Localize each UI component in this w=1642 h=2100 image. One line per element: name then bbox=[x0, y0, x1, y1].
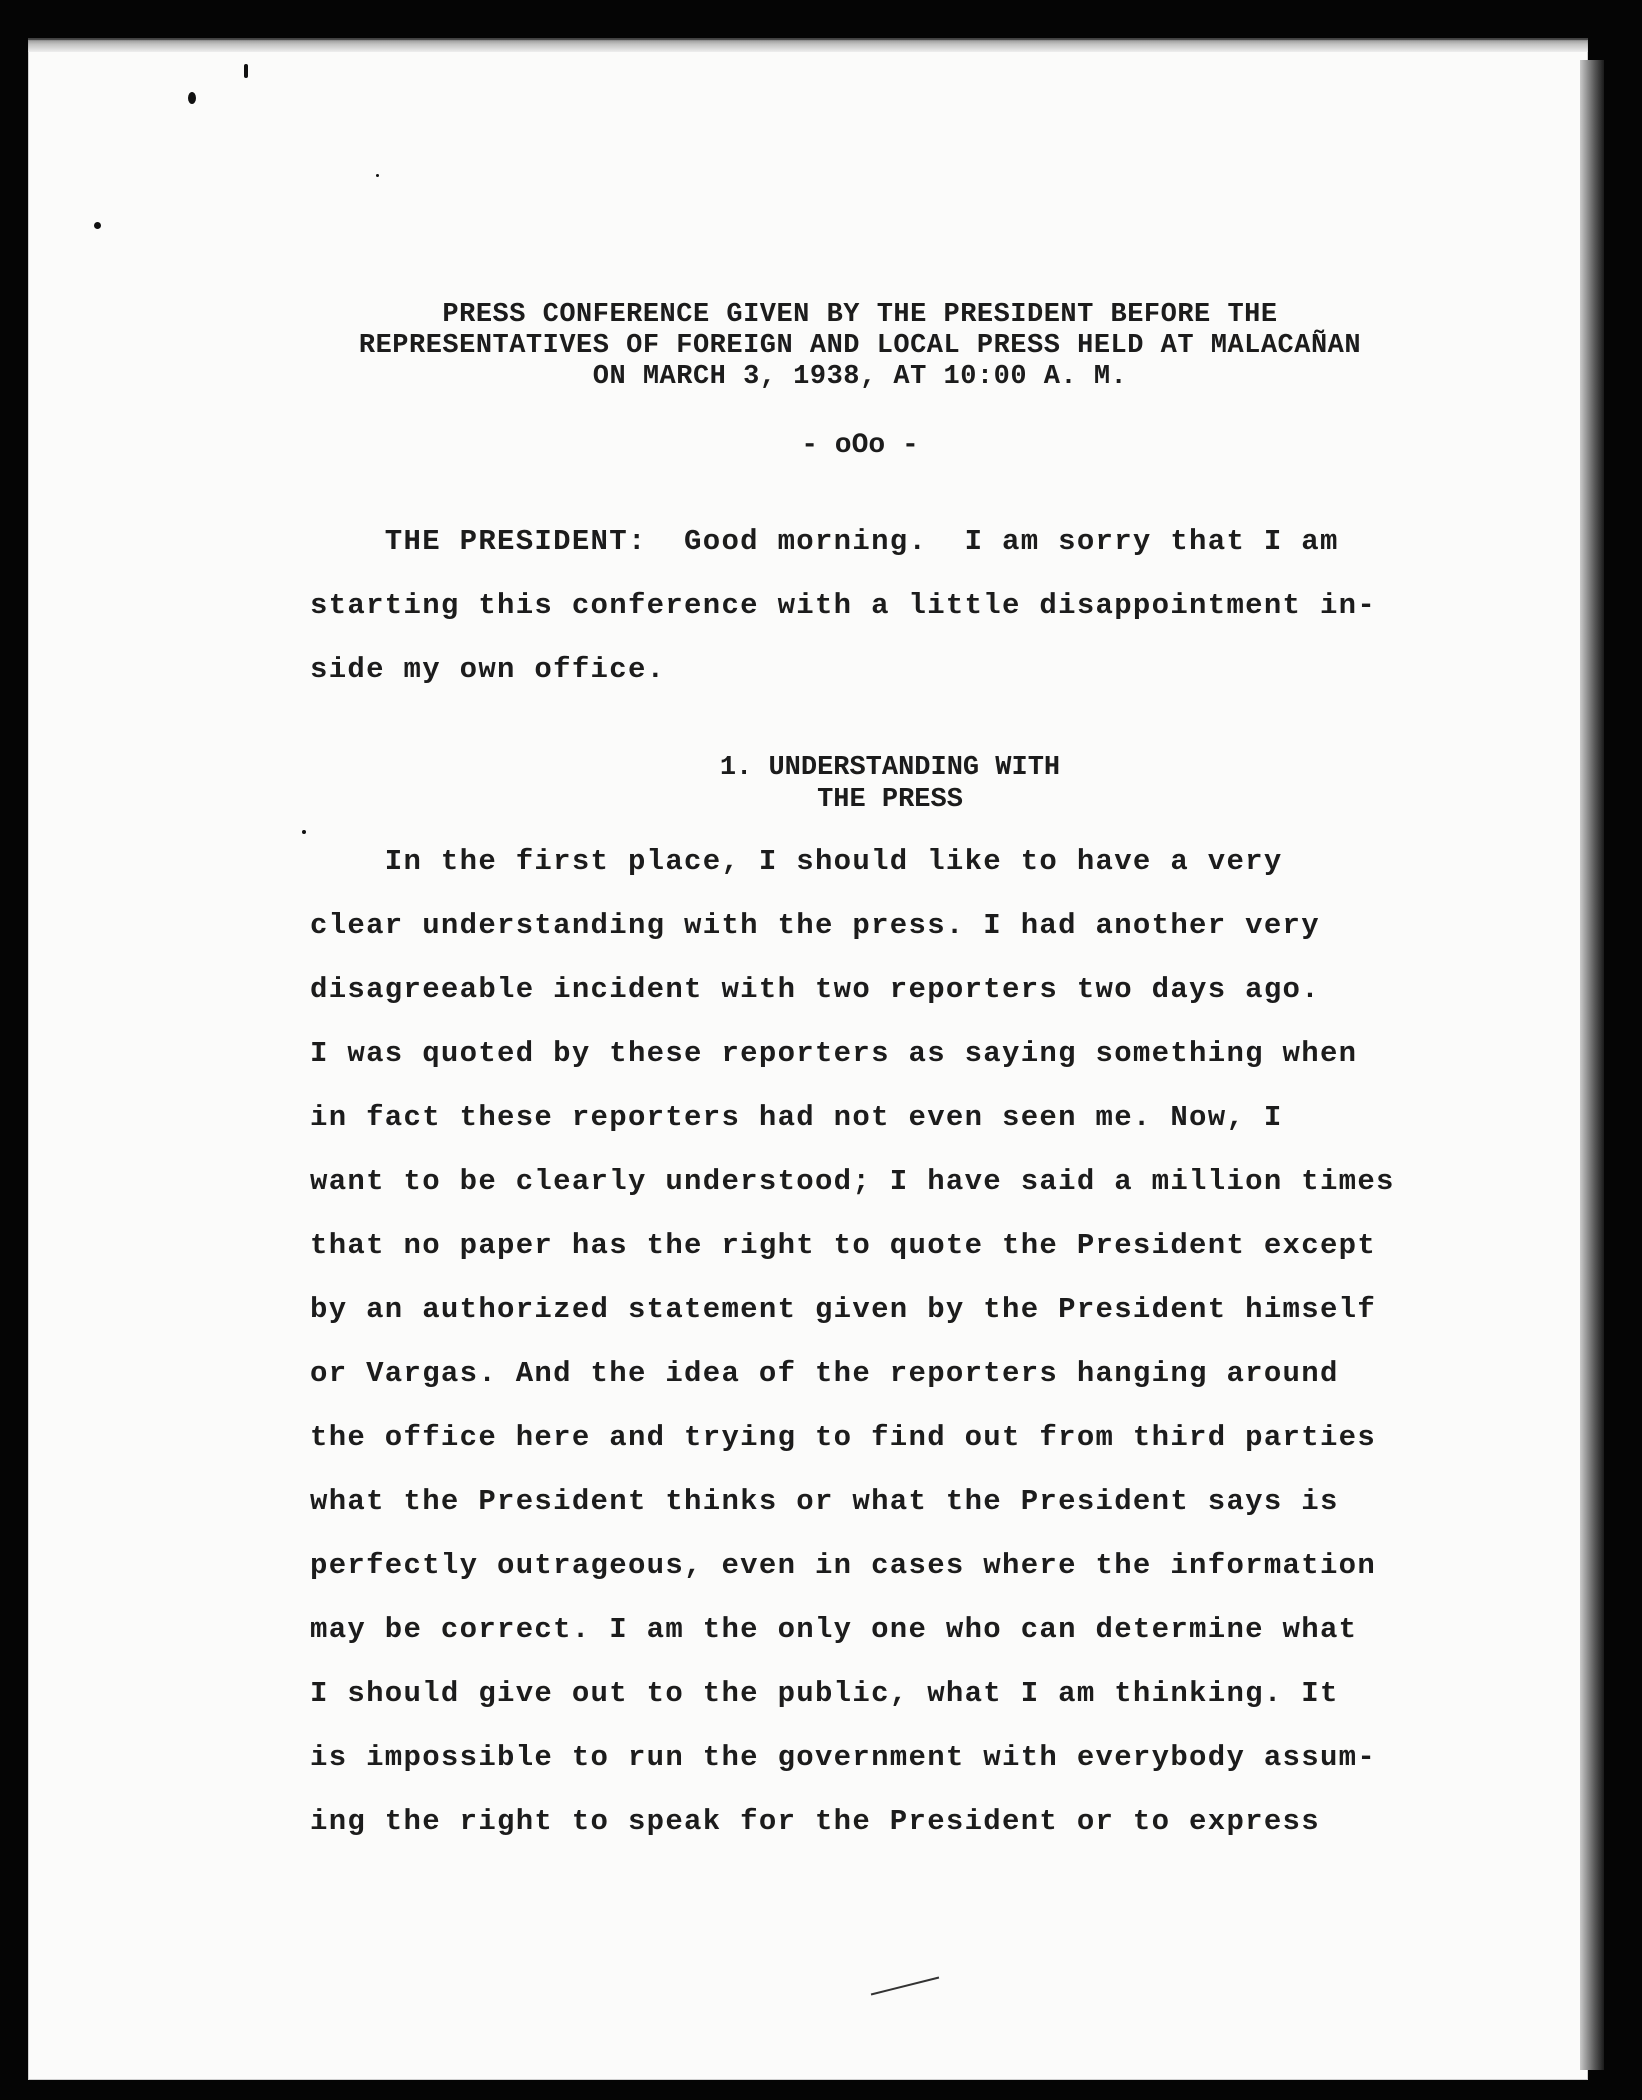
document-title bbox=[250, 300, 1470, 393]
paragraph-line: that no paper has the right to quote the President except bbox=[310, 1229, 1377, 1262]
paragraph-line: what the President thinks or what the President says is bbox=[310, 1485, 1339, 1518]
paragraph-line: is impossible to run the government with everybody assum- bbox=[310, 1741, 1377, 1774]
paragraph-line: in fact these reporters had not even seen me. Now, I bbox=[310, 1101, 1283, 1134]
paragraph-line: disagreeable incident with two reporters two days ago. bbox=[310, 973, 1320, 1006]
paragraph-line: In the first place, I should like to have a very bbox=[310, 845, 1283, 878]
opening-paragraph bbox=[310, 510, 1440, 702]
page-top-edge bbox=[28, 38, 1588, 52]
scan-speck bbox=[376, 174, 379, 177]
page-right-edge bbox=[1580, 60, 1604, 2070]
paragraph-line: by an authorized statement given by the President himself bbox=[310, 1293, 1377, 1326]
scan-speck bbox=[302, 830, 306, 834]
body-paragraph bbox=[310, 830, 1440, 1854]
scan-speck bbox=[94, 222, 101, 229]
section-heading-line-1: 1. UNDERSTANDING WITH bbox=[719, 753, 1061, 783]
section-heading-line-2: THE PRESS bbox=[817, 785, 963, 815]
paragraph-line: perfectly outrageous, even in cases where the information bbox=[310, 1549, 1377, 1582]
paragraph-line: I was quoted by these reporters as saying something when bbox=[310, 1037, 1358, 1070]
title-line-1: PRESS CONFERENCE GIVEN BY THE PRESIDENT BEFORE THE bbox=[442, 300, 1278, 330]
paragraph-line: starting this conference with a little disappointment in- bbox=[310, 589, 1377, 622]
paragraph-line: ing the right to speak for the President or to express bbox=[310, 1805, 1320, 1838]
paragraph-line: side my own office. bbox=[310, 653, 666, 686]
paragraph-line: THE PRESIDENT: Good morning. I am sorry that I am bbox=[310, 525, 1339, 558]
title-separator: - oOo - bbox=[801, 430, 919, 461]
scan-speck bbox=[244, 64, 248, 78]
paragraph-line: may be correct. I am the only one who can determine what bbox=[310, 1613, 1358, 1646]
paragraph-line: want to be clearly understood; I have said a million times bbox=[310, 1165, 1395, 1198]
section-heading bbox=[590, 752, 1190, 816]
title-line-2: REPRESENTATIVES OF FOREIGN AND LOCAL PRESS HELD AT MALACAÑAN bbox=[358, 331, 1362, 361]
paragraph-line: the office here and trying to find out from third parties bbox=[310, 1421, 1377, 1454]
scan-speck bbox=[188, 92, 196, 104]
paragraph-line: clear understanding with the press. I had another very bbox=[310, 909, 1320, 942]
paragraph-line: I should give out to the public, what I am thinking. It bbox=[310, 1677, 1339, 1710]
paragraph-line: or Vargas. And the idea of the reporters hanging around bbox=[310, 1357, 1339, 1390]
title-line-3: ON MARCH 3, 1938, AT 10:00 A. M. bbox=[592, 362, 1128, 392]
